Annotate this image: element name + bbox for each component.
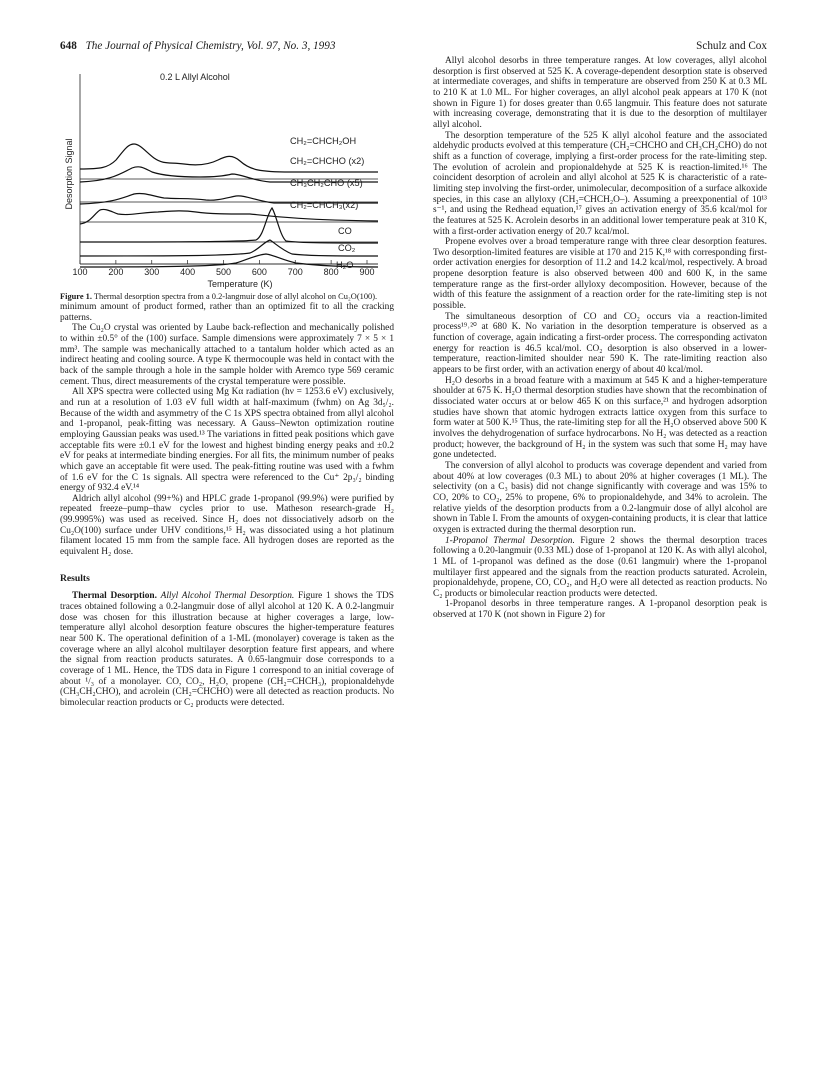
right-paragraph-7	[433, 536, 767, 600]
right-paragraph-2: The desorption temperature of the 525 K allyl alcohol feature and the associated aldehydic products evolved at this temperature (CH₂=CHCHO and CH₃CH₂CHO) do not shift as a function of coverage, implying a first-order process for the rate-limiting step. The evolution of acrolein and propionaldehyde at 525 K is reaction-limited.¹⁶ The coincident desorption of acrolein and allyl alcohol at 525 K is characteristic of a rate-limiting step involving the first-order, unimolecular, decomposition of a surface alkoxide species, in this case an allyloxy (CH₂=CHCH₂O–). Assuming a preexponential of 10¹³ s⁻¹, and using the Redhead equation,¹⁷ gives an activation energy of 35.6 kcal/mol for the features at 525 K. Acrolein desorbs in an additional lower temperature peak at 310 K, with a first-order activation energy of 20.7 kcal/mol.	[433, 130, 767, 237]
x-tick-label: 900	[359, 267, 375, 277]
right-paragraph-3: Propene evolves over a broad temperature range with three clear desorption features. Two desorption-limited features are visible at 170 and 215 K,¹⁸ with corresponding first-order activation energies for desorption of 11.2 and 14.2 kcal/mol, respectively. A broad propene desorption feature is also observed between 400 and 600 K, in the same temperature range as the first-order allyloxy decomposition. However, because of the width of this feature the assignment of a reaction order for the rate-limiting step is not possible.	[433, 237, 767, 312]
x-tick-label: 700	[287, 267, 303, 277]
trace-label: CH₂=CHCHO (x2)	[290, 156, 365, 166]
trace-label: CH₂=CHCH₃(x2)	[290, 200, 359, 210]
left-paragraph-4: Aldrich allyl alcohol (99+%) and HPLC grade 1-propanol (99.9%) were purified by repeated freeze–pump–thaw cycles prior to use. Matheson research-grade H₂ (99.9995%) was used as received. Since H₂ does not dissociatively adsorb on the Cu₂O(100) surface under UHV conditions,¹⁵ H₂ was dissociated using a hot platinum filament located 15 mm from the sample face. All hydrogen doses are reported as the equivalent H₂ dose.	[60, 493, 394, 558]
running-authors: Schulz and Cox	[696, 40, 767, 52]
tds-plot	[60, 64, 394, 292]
figure-1	[60, 64, 394, 292]
x-tick-label: 800	[323, 267, 339, 277]
x-tick-label: 600	[251, 267, 267, 277]
x-axis-label: Temperature (K)	[207, 279, 273, 289]
x-tick-label: 500	[215, 267, 232, 277]
results-runin: Thermal Desorption.	[72, 591, 157, 602]
x-ticks	[80, 260, 367, 264]
journal-citation: The Journal of Physical Chemistry, Vol. 97, No. 3, 1993	[85, 40, 336, 52]
caption-text: Thermal desorption spectra from a 0.2-langmuir dose of allyl alcohol on Cu₂O(100).	[93, 292, 378, 301]
left-paragraph-5	[60, 591, 394, 708]
x-tick-label: 200	[108, 267, 124, 277]
propanol-subheading: 1-Propanol Thermal Desorption.	[445, 535, 575, 546]
figure-title: 0.2 L Allyl Alcohol	[160, 72, 230, 82]
results-body: Figure 1 shows the TDS traces obtained following a 0.2-langmuir dose of allyl alcohol at 120 K. A 0.2-langmuir dose was chosen for this illustration because at higher coverages a large, low-temperature allyl alcohol desorption feature obscures the higher-temperature features near 500 K. The operational definition of a 1-ML (monolayer) coverage is taken as the coverage where an allyl alcohol multilayer desorption feature first appears, and where the signal from reaction products saturates. A 0.65-langmuir dose corresponds to a coverage of 1 ML. Hence, the TDS data in Figure 1 correspond to an initial coverage of about ¹/₃ of a monolayer. CO, CO₂, H₂O, propene (CH₂=CHCH₃), propionaldehyde (CH₃CH₂CHO), and acrolein (CH₂=CHCHO) were all detected as reaction products. No bimolecular reaction products or C₂ products were detected.	[60, 591, 394, 708]
trace-baselines	[80, 179, 378, 264]
right-paragraph-8: 1-Propanol desorbs in three temperature ranges. A 1-propanol desorption peak is observed at 170 K (not shown in Figure 2) for	[433, 599, 767, 621]
x-tick-label: 300	[144, 267, 160, 277]
left-paragraph-2: The Cu₂O crystal was oriented by Laube back-reflection and mechanically polished to within ±0.5° of the (100) surface. Sample dimensions were approximately 7 × 5 × 1 mm³. The sample was mechanically attached to a tantalum holder which acted as an indirect heating and cooling source. A type K thermocouple was held in contact with the back of the sample through a hole in the sample holder with Aremco type 569 ceramic cement. Thus, direct measurements of the crystal temperature were possible.	[60, 323, 394, 387]
page-number: 648	[60, 40, 77, 52]
trace-label: H₂O	[336, 260, 354, 270]
left-column	[60, 64, 394, 709]
right-paragraph-5: H₂O desorbs in a broad feature with a maximum at 545 K and a higher-temperature shoulder at 675 K. H₂O thermal desorption studies have shown that the recombination of dissociated water occurs at or below 465 K on this surface,²¹ and hydrogen adsorption studies have shown that atomic hydrogen extracts lattice oxygen from this surface to form water at 500 K.¹⁵ Thus, the rate-limiting step for all the H₂O observed above 500 K involves the dehydrogenation of surface hydrocarbons. No H₂ was detected as a reaction product; however, the background of H₂ in the system was such that some H₂ may have gone undetected.	[433, 375, 767, 461]
y-axis-label: Desorption Signal	[64, 138, 74, 210]
right-column	[433, 56, 767, 621]
right-paragraph-4: The simultaneous desorption of CO and CO₂ occurs via a reaction-limited process¹⁹˒²⁰ at 680 K. No variation in the desorption temperature is observed as a function of coverage, again indicating a first-order process. The corresponding activaton energy for reaction is 46.5 kcal/mol. CO₂ desorption is also observed in a lower-temperature, reaction-limited shoulder near 590 K. The rate-limiting reaction also appears to be first order, with an activation energy of about 40 kcal/mol.	[433, 311, 767, 376]
figure-caption	[60, 292, 394, 302]
trace-label: CO₂	[338, 243, 356, 253]
trace-label: CO	[338, 226, 352, 236]
results-subrunin: Allyl Alcohol Thermal Desorption.	[160, 591, 295, 602]
trace-labels	[290, 136, 364, 270]
right-paragraph-1: Allyl alcohol desorbs in three temperature ranges. At low coverages, allyl alcohol desorption is first observed at 525 K. A coverage-dependent desorption state is observed at intermediate coverages, and shifts in temperature are observed from 250 K at 0.3 ML to 210 K at 1.0 ML. For higher coverages, an allyl alcohol peak appears at 170 K (not shown in Figure 1) for doses greater than 0.65 langmuir. This feature does not saturate with increasing coverage, demonstrating that it is due to the desorption of multilayer allyl alcohol.	[433, 56, 767, 130]
trace-label: CH₂=CHCH₂OH	[290, 136, 357, 146]
trace-label: CH₃CH₂CHO (x5)	[290, 178, 363, 188]
left-paragraph-3: All XPS spectra were collected using Mg Kα radiation (hν = 1253.6 eV) exclusively, and run at a resolution of 1.03 eV full width at half-maximum (fwhm) on Ag 3d₅/₂. Because of the width and asymmetry of the C 1s XPS spectra obtained from allyl alcohol and 1-propanol, peak-fitting was necessary. A Gauss–Newton optimization routine employing Gaussian peaks was used.¹³ The variations in fitted peak positions which gave acceptable fits were ±0.1 eV for the lowest and highest binding energy peaks and ±0.2 eV for peaks at intermediate binding energies. For all fits, the minimum number of peaks which gave an acceptable fit were used. The peak-fitting routine was used with a fwhm of 1.6 eV for the C 1s signals. All spectra were referenced to the Cu⁺ 2p₃/₂ binding energy of 932.4 eV.¹⁴	[60, 387, 394, 494]
running-header	[60, 40, 767, 56]
caption-label: Figure 1.	[60, 292, 92, 301]
propanol-body: Figure 2 shows the thermal desorption traces following a 0.20-langmuir (0.33 ML) dose of 1-propanol at 120 K. As with allyl alcohol, 1 ML of 1-propanol was defined as the dose (0.61 langmuir) where the 1-propanol multilayer first appeared and the signals from the reaction products saturated. Acrolein, propionaldehyde, propene, CO, CO₂, and H₂O were all detected as reaction products. No C₂ products or bimolecular reaction products were detected.	[433, 535, 767, 599]
x-tick-label: 100	[72, 267, 88, 277]
results-heading: Results	[60, 572, 90, 584]
right-paragraph-6: The conversion of allyl alcohol to products was coverage dependent and varied from about 40% at low coverages (0.3 ML) to about 20% at higher coverages (1 ML). The selectivity (on a C₃ basis) did not change significantly with coverage and was 15% to CO, 20% to CO₂, 25% to propene, 6% to propionaldehyde, and 34% to acrolein. The relative yields of the desorption products from a 0.2-langmuir dose of allyl alcohol are shown in Table I. From the amounts of oxygen-containing products, it is clear that lattice oxygen is extracted during the thermal desorption run.	[433, 460, 767, 535]
left-paragraph-1: minimum amount of product formed, rather than an optimized fit to all the cracking patterns.	[60, 302, 394, 323]
x-tick-label: 400	[180, 267, 196, 277]
x-tick-labels	[72, 267, 374, 277]
